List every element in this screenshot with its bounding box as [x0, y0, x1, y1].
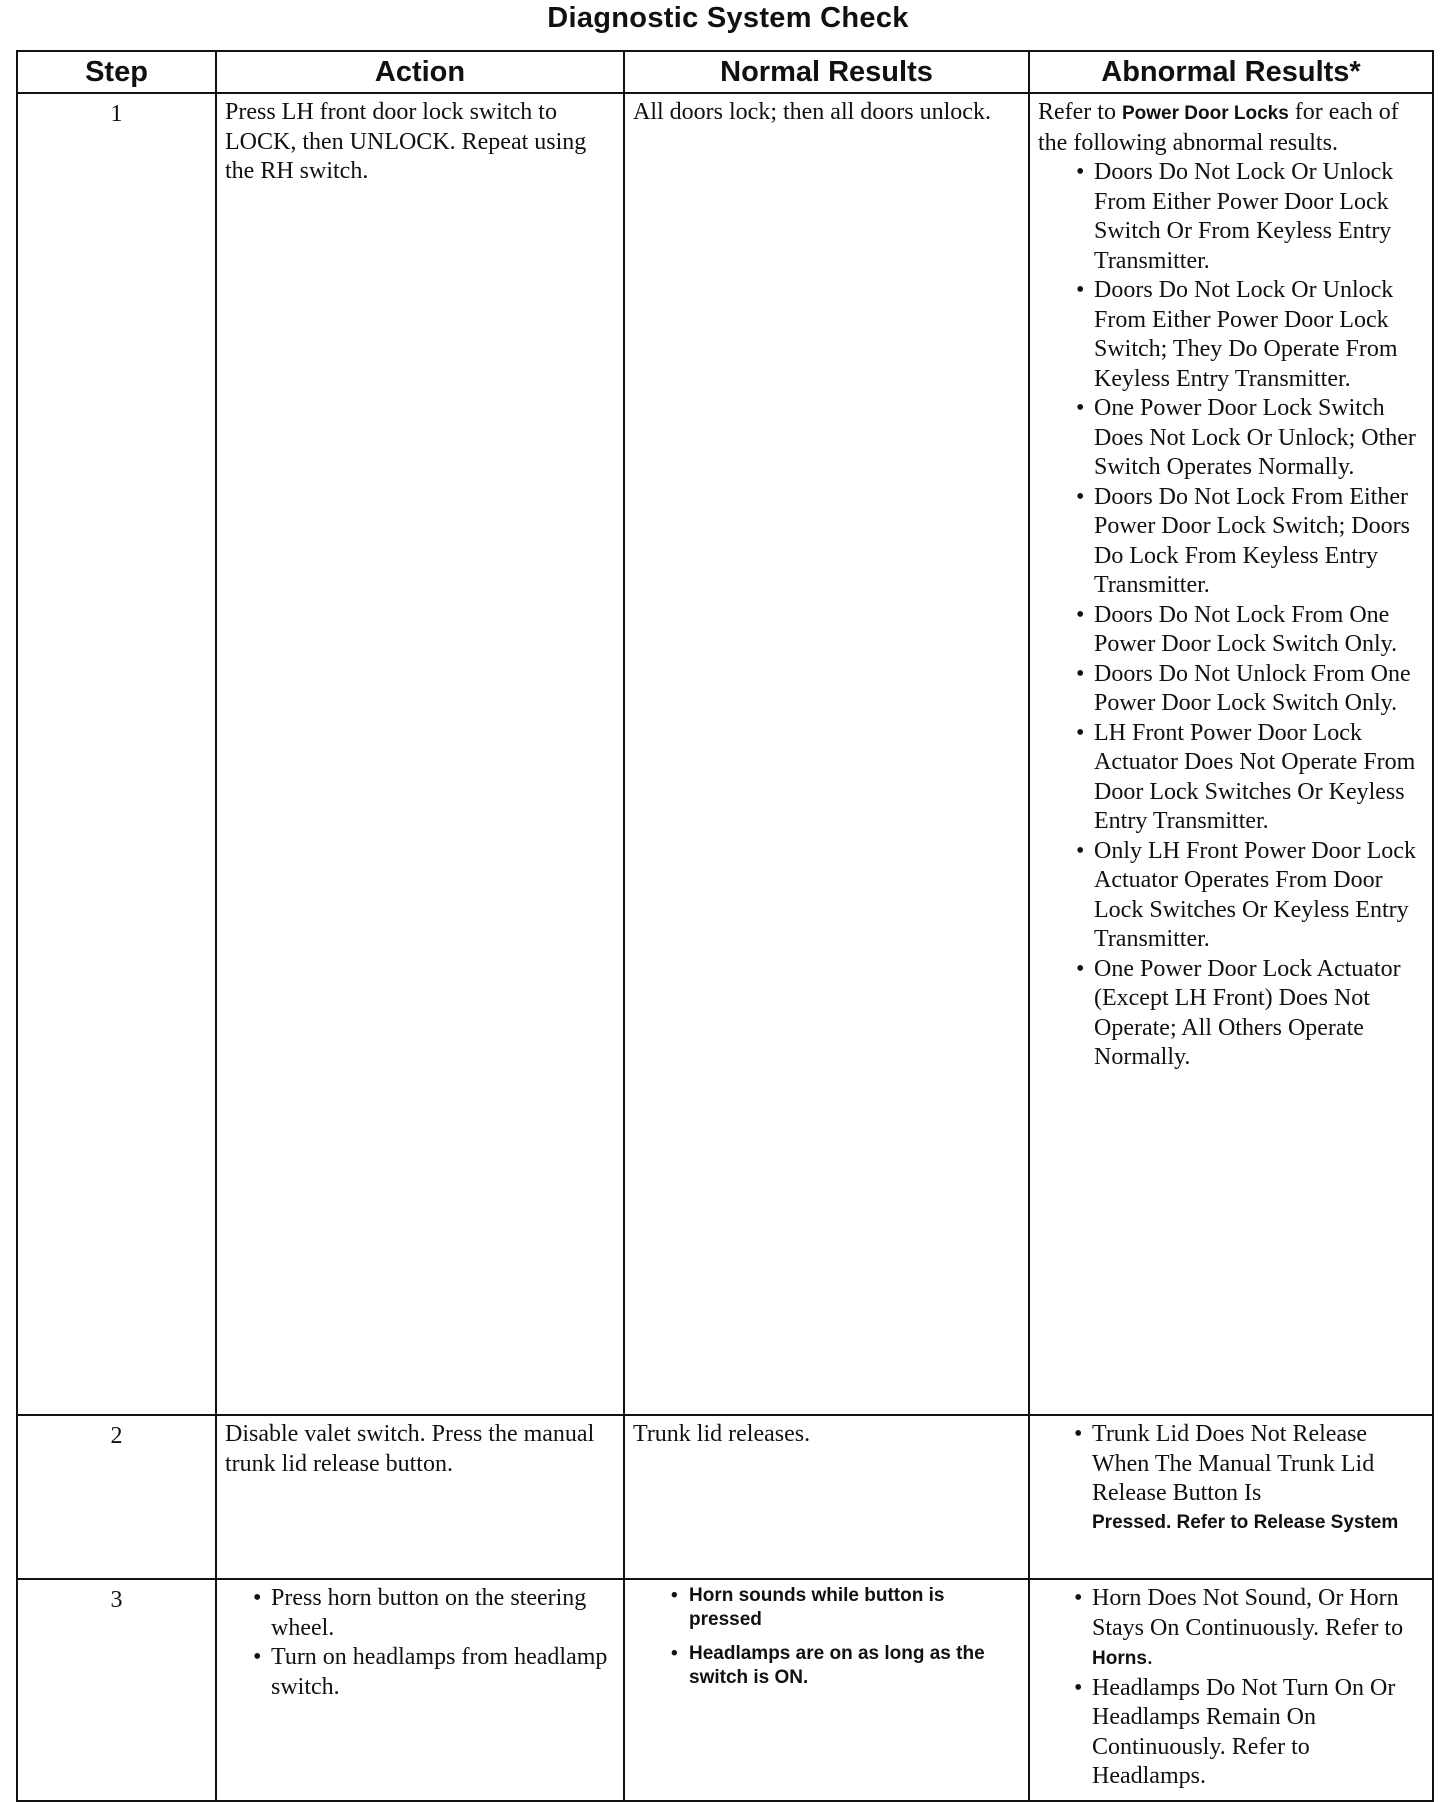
normal-results-cell: Trunk lid releases.	[624, 1415, 1029, 1579]
header-abnormal-results: Abnormal Results*	[1029, 51, 1433, 93]
table-row-step-1	[17, 93, 1433, 1415]
abnormal-list	[1072, 1420, 1424, 1537]
punctuation: .	[1146, 1644, 1153, 1670]
action-list	[251, 1584, 615, 1702]
reference-power-door-locks: Power Door Locks	[1121, 103, 1289, 124]
page-title: Diagnostic System Check	[547, 2, 909, 34]
list-item: • Doors Do Not Lock From One Power Door Lock Switch Only.	[1074, 601, 1424, 660]
table-row-step-3	[17, 1579, 1433, 1801]
list-item: • Press horn button on the steering wheel.	[251, 1584, 615, 1643]
abnormal-results-cell	[1029, 93, 1433, 1415]
abnormal-results-cell	[1029, 1579, 1433, 1801]
list-item: • Turn on headlamps from headlamp switch.	[251, 1643, 615, 1702]
abnormal-text: Trunk Lid Does Not Release When The Manual Trunk Lid Release Button Is	[1092, 1421, 1375, 1506]
list-item	[1072, 1584, 1424, 1674]
list-item: • Headlamps are on as long as the switch is ON.	[669, 1642, 1020, 1690]
abnormal-results-cell	[1029, 1415, 1433, 1579]
list-item: • One Power Door Lock Actuator (Except LH Front) Does Not Operate; All Others Operate Normally.	[1074, 955, 1424, 1073]
action-cell: Press LH front door lock switch to LOCK, then UNLOCK. Repeat using the RH switch.	[216, 93, 624, 1415]
normal-list	[669, 1584, 1020, 1690]
list-item: • Doors Do Not Lock From Either Power Door Lock Switch; Doors Do Lock From Keyless Entry Transmitter.	[1074, 483, 1424, 601]
header-normal-results: Normal Results	[624, 51, 1029, 93]
step-number: 2	[17, 1415, 216, 1579]
normal-results-cell: All doors lock; then all doors unlock.	[624, 93, 1029, 1415]
abnormal-text: Horn Does Not Sound, Or Horn Stays On Continuously. Refer to	[1092, 1585, 1404, 1641]
reference-horns: Horns	[1092, 1648, 1147, 1669]
list-item: • One Power Door Lock Switch Does Not Lock Or Unlock; Other Switch Operates Normally.	[1074, 394, 1424, 483]
header-action: Action	[216, 51, 624, 93]
list-item: • LH Front Power Door Lock Actuator Does Not Operate From Door Lock Switches Or Keyless Entry Transmitter.	[1074, 719, 1424, 837]
abnormal-text: Headlamps Do Not Turn On Or Headlamps Remain On Continuously. Refer to Headlamps.	[1092, 1674, 1396, 1789]
intro-pre: Refer to	[1038, 99, 1116, 125]
list-item: • Doors Do Not Unlock From One Power Door Lock Switch Only.	[1074, 660, 1424, 719]
list-item: • Doors Do Not Lock Or Unlock From Either Power Door Lock Switch Or From Keyless Entry Transmitter.	[1074, 158, 1424, 276]
table-row-step-2	[17, 1415, 1433, 1579]
list-item	[1072, 1674, 1424, 1792]
action-cell: Disable valet switch. Press the manual trunk lid release button.	[216, 1415, 624, 1579]
abnormal-list	[1072, 1584, 1424, 1792]
action-cell	[216, 1579, 624, 1801]
header-row	[17, 51, 1433, 93]
list-item: • Only LH Front Power Door Lock Actuator Operates From Door Lock Switches Or Keyless Entry Transmitter.	[1074, 837, 1424, 955]
list-item: • Doors Do Not Lock Or Unlock From Either Power Door Lock Switch; They Do Operate From Keyless Entry Transmitter.	[1074, 276, 1424, 394]
abnormal-list	[1074, 158, 1424, 1073]
abnormal-intro	[1038, 98, 1424, 158]
list-item: • Horn sounds while button is pressed	[669, 1584, 1020, 1632]
header-step: Step	[17, 51, 216, 93]
step-number: 3	[17, 1579, 216, 1801]
reference-release-system: Pressed. Refer to Release System	[1092, 1511, 1399, 1533]
diagnostic-table	[16, 50, 1434, 1802]
step-number: 1	[17, 93, 216, 1415]
list-item	[1072, 1420, 1424, 1537]
intro-post: for each of the following abnormal results.	[1038, 99, 1399, 156]
normal-results-cell	[624, 1579, 1029, 1801]
